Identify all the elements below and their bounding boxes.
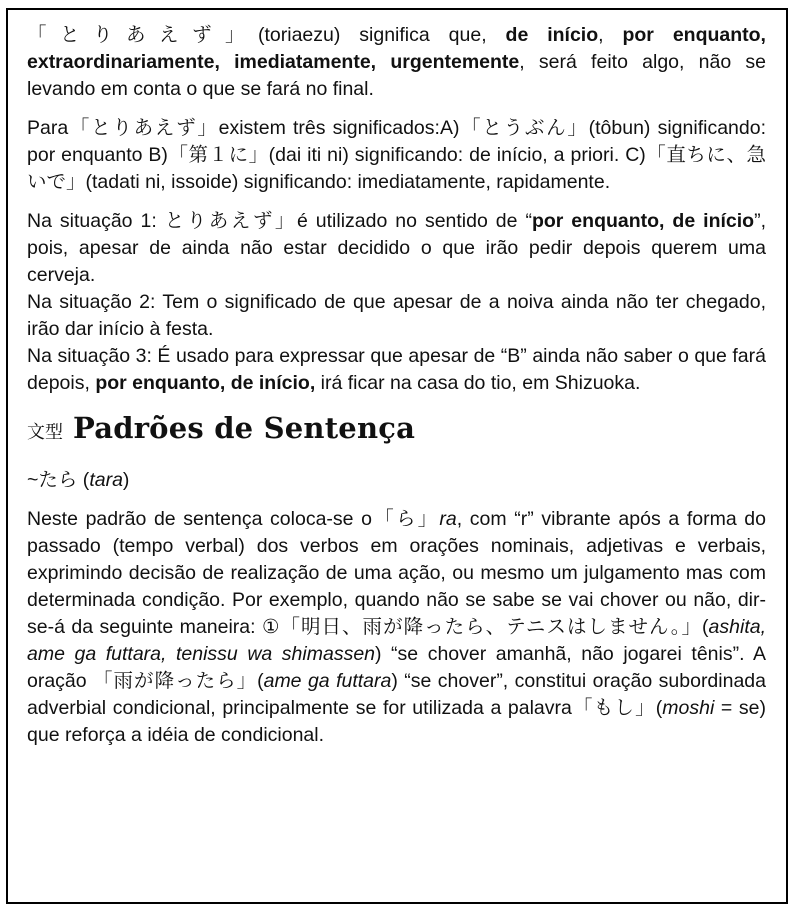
paragraph-tara-explanation: Neste padrão de sentença coloca-se o「ら」ra, com “r” vibrante após a forma do passado (tempo verbal) dos verbos em orações nominais, adjetivas e verbais, exprimindo decisão de realização de uma ação, ou mesmo um julgamento mas com determinada condição. Por exemplo, quando não se sabe se vai chover ou não, dir-se-á da seguinte maneira: ①「明日、雨が降ったら、テニスはしません。」(ashita, ame ga futtara, tenissu wa shimassen) “se chover amanhã, não jogarei tênis”. A oração 「雨が降ったら」(ame ga futtara) “se chover”, constitui oração subordinada adverbial condicional, principalmente se for utilizada a palavra「もし」(moshi = se) que reforça a idéia de condicional.: [27, 508, 766, 746]
paragraph-situation-2: Na situação 2: Tem o significado de que apesar de a noiva ainda não ter chegado, irão dar início à festa.: [27, 291, 766, 340]
heading-japanese: 文型: [27, 422, 63, 443]
section-heading: [27, 411, 766, 449]
document-frame: [6, 8, 788, 904]
heading-title: Padrões de Sentença: [73, 411, 416, 445]
sentence-pattern-label: ~たら (tara): [27, 469, 130, 491]
paragraph-situation-3: Na situação 3: É usado para expressar que apesar de “B” ainda não saber o que fará depois, por enquanto, de início, irá ficar na casa do tio, em Shizuoka.: [27, 345, 766, 394]
paragraph-three-meanings: Para「とりあえず」existem três significados:A)「とうぶん」(tôbun) significando: por enquanto B)「第１に」(dai iti ni) significando: de início, a priori. C)「直ちに、急いで」(tadati ni, issoide) significando: imediatamente, rapidamente.: [27, 117, 766, 193]
paragraph-situation-1: Na situação 1: とりあえず」é utilizado no sentido de “por enquanto, de início”, pois, apesar de ainda não estar decidido o que irão pedir depois querem uma cerveja.: [27, 210, 766, 286]
paragraph-toriaezu-meaning: 「とりあえず」(toriaezu) significa que, de início, por enquanto, extraordinariamente, imediatamente, urgentemente, será feito algo, não se levando em conta o que se fará no final.: [27, 24, 766, 100]
